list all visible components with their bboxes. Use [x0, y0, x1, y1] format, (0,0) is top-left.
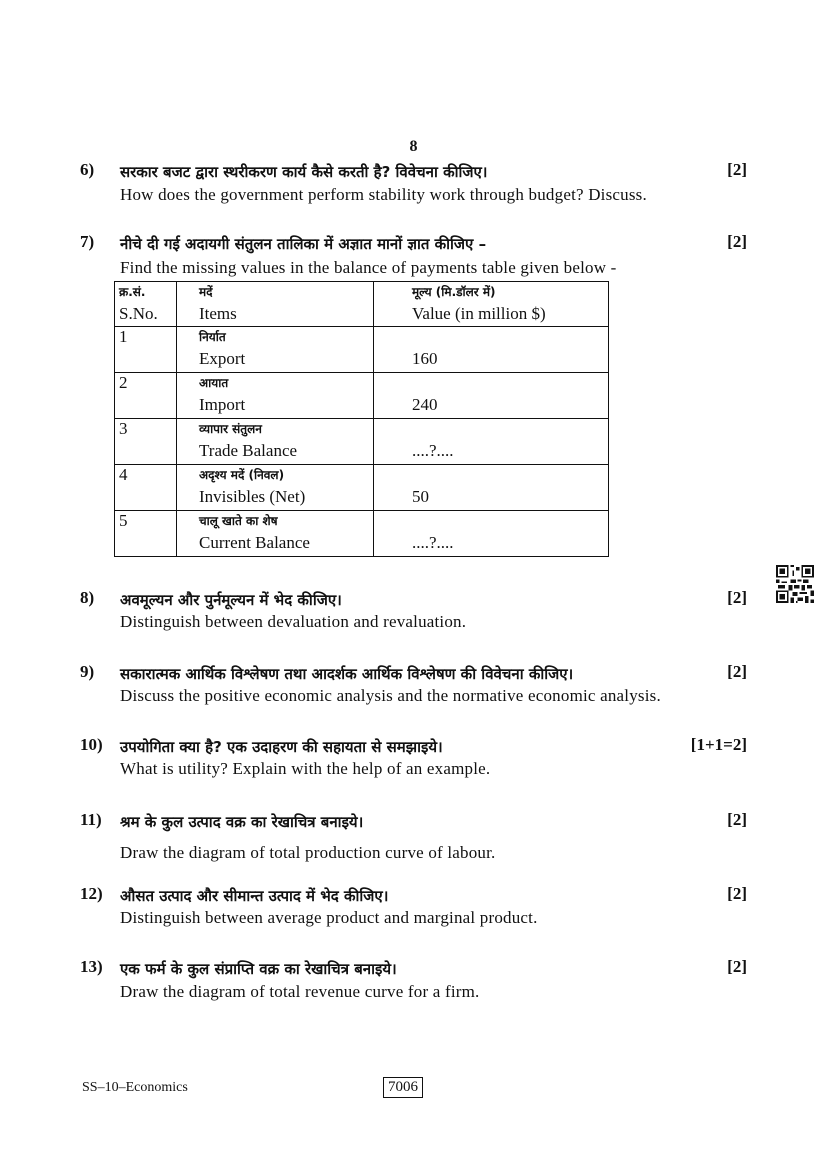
row-item-hindi: निर्यात — [199, 330, 226, 344]
question-hindi: सरकार बजट द्वारा स्थरीकरण कार्य कैसे करती है? विवेचना कीजिए। — [120, 163, 488, 181]
row-item-english: Trade Balance — [199, 441, 298, 460]
question-number: 6) — [80, 160, 95, 179]
row-item — [177, 373, 374, 419]
question-number: 9) — [80, 662, 95, 681]
row-item-english: Export — [199, 349, 246, 368]
header-value-english: Value (in million $) — [412, 304, 546, 323]
header-items-hindi: मदें — [199, 285, 213, 299]
question-hindi: औसत उत्पाद और सीमान्त उत्पाद में भेद कीजिए। — [120, 887, 389, 905]
header-value-cell — [374, 282, 609, 327]
question-hindi: एक फर्म के कुल संप्राप्ति वक्र का रेखाचित्र बनाइये। — [120, 960, 397, 978]
question-english: How does the government perform stability work through budget? Discuss. — [120, 185, 647, 204]
row-item-hindi: चालू खाते का शेष — [199, 514, 278, 528]
row-item-english: Import — [199, 395, 246, 414]
table-row — [115, 373, 609, 419]
question-hindi: उपयोगिता क्या है? एक उदाहरण की सहायता से समझाइये। — [120, 738, 443, 756]
table-header-row — [115, 282, 609, 327]
footer-paper-code: SS–10–Economics — [82, 1080, 188, 1095]
row-item — [177, 511, 374, 557]
question-number: 7) — [80, 232, 95, 251]
row-value — [374, 373, 609, 419]
header-sno-english: S.No. — [119, 304, 158, 323]
row-item-hindi: व्यापार संतुलन — [199, 422, 262, 436]
question-hindi: अवमूल्यन और पुर्नमूल्यन में भेद कीजिए। — [120, 591, 342, 609]
question-marks: [1+1=2] — [690, 735, 747, 754]
question-english: Distinguish between devaluation and revaluation. — [120, 612, 467, 631]
footer-booklet-code: 7006 — [383, 1077, 423, 1098]
question-number: 10) — [80, 735, 103, 754]
question-marks: [2] — [727, 160, 747, 179]
row-item-english: Invisibles (Net) — [199, 487, 306, 506]
qr-code-icon — [776, 565, 814, 603]
row-value-text: ....?.... — [412, 441, 454, 460]
question-english: Draw the diagram of total revenue curve for a firm. — [120, 982, 480, 1001]
header-value-hindi: मूल्य (मि.डॉलर में) — [412, 285, 496, 299]
header-sno-cell — [115, 282, 177, 327]
row-item-english: Current Balance — [199, 533, 310, 552]
row-sno: 4 — [115, 465, 177, 511]
page-number: 8 — [409, 138, 418, 155]
question-marks: [2] — [727, 884, 747, 903]
question-hindi: सकारात्मक आर्थिक विश्लेषण तथा आदर्शक आर्थिक विश्लेषण की विवेचना कीजिए। — [120, 665, 574, 683]
table-row — [115, 327, 609, 373]
row-sno: 2 — [115, 373, 177, 419]
question-hindi: नीचे दी गई अदायगी संतुलन तालिका में अज्ञात मानों ज्ञात कीजिए – — [120, 235, 487, 253]
table-row — [115, 511, 609, 557]
question-marks: [2] — [727, 588, 747, 607]
row-sno: 5 — [115, 511, 177, 557]
question-number: 13) — [80, 957, 103, 976]
row-value-text: 160 — [412, 349, 438, 368]
header-items-cell — [177, 282, 374, 327]
row-item-hindi: अदृश्य मदें (निवल) — [199, 468, 285, 482]
question-marks: [2] — [727, 662, 747, 681]
row-item-hindi: आयात — [199, 376, 229, 390]
row-value-text: 240 — [412, 395, 438, 414]
row-value — [374, 327, 609, 373]
question-english: Find the missing values in the balance of payments table given below - — [120, 258, 617, 277]
row-value — [374, 419, 609, 465]
header-sno-hindi: क्र.सं. — [119, 285, 146, 299]
table-row — [115, 465, 609, 511]
row-sno: 3 — [115, 419, 177, 465]
row-value-text: ....?.... — [412, 533, 454, 552]
row-sno: 1 — [115, 327, 177, 373]
question-number: 8) — [80, 588, 95, 607]
question-marks: [2] — [727, 232, 747, 251]
header-items-english: Items — [199, 304, 237, 323]
question-number: 11) — [80, 810, 102, 829]
question-english: What is utility? Explain with the help of an example. — [120, 759, 491, 778]
row-item — [177, 465, 374, 511]
question-marks: [2] — [727, 957, 747, 976]
question-hindi: श्रम के कुल उत्पाद वक्र का रेखाचित्र बनाइये। — [120, 813, 364, 831]
question-english: Discuss the positive economic analysis and the normative economic analysis. — [120, 686, 661, 705]
row-item — [177, 327, 374, 373]
row-item — [177, 419, 374, 465]
question-marks: [2] — [727, 810, 747, 829]
row-value-text: 50 — [412, 487, 429, 506]
question-english: Distinguish between average product and marginal product. — [120, 908, 538, 927]
balance-of-payments-table — [114, 281, 609, 557]
question-english: Draw the diagram of total production curve of labour. — [120, 843, 496, 862]
row-value — [374, 511, 609, 557]
row-value — [374, 465, 609, 511]
question-number: 12) — [80, 884, 103, 903]
table-row — [115, 419, 609, 465]
